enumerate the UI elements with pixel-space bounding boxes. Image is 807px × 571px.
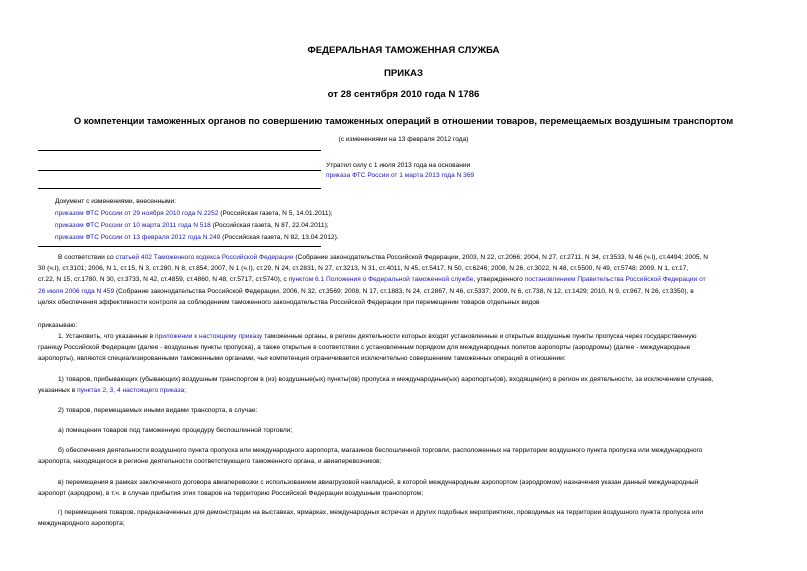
amendment-item: приказом ФТС России от 13 февраля 2012 года N 249 (Российская газета, N 82, 13.04.2012).	[55, 234, 339, 241]
status-text: Утратил силу с 1 июля 2013 года на основании	[326, 162, 471, 169]
item-1: 1) товаров, прибывающих (убывающих) воздушным транспортом в (из) воздушные(ых) пункты(ов) пропуска и международные(ых) аэропорты(ов), входящие(их) в регион их деятельности, за исключением случаев, указанных в пунктах 2, 3, 4 настоящего приказа;	[38, 376, 714, 395]
amendments-heading: Документ с изменениями, внесенными:	[55, 198, 177, 205]
doc-date-number: от 28 сентября 2010 года N 1786	[327, 89, 480, 100]
appendix-link[interactable]: приложении к настоящему приказу	[154, 333, 263, 340]
preamble-paragraph: В соответствии со статьей 402 Таможенного кодекса Российской Федерации (Собрание законодательства Российской Федерации, 2003, N 22, ст.2066; 2004, N 27, ст.2711, N 34, ст.3533, N 46 (ч.I), ст.4494; 2005, N 30 (ч.I), ст.3101; 2006, N 1, ст.15, N 3, ст.280, N 8, ст.854; 2007, N 1 (ч.I), ст.29, N 24, ст.2831, N 27, ст.3213, N 31, ст.4011, N 45, ст.5417, N 50, ст.6246; 2008, N 26, ст.3022, N 48, ст.5500, N 49, ст.5748; 2009, N 1, ст.17, ст.22, N 15, ст.1780, N 30, ст.3733, N 42, ст.4859, ст.4860, N 48, ст.5717, ст.5740), с пунктом 6.1 Положения о Федеральной таможенной службе, утвержденного постановлением Правительства Российской Федерации от 26 июля 2006 года N 459 (Собрание законодательства Российской Федерации, 2006, N 32, ст.3569; 2008, N 17, ст.1883, N 24, ст.2867, N 46, ст.5337; 2009, N 6, ст.738, N 12, ст.1429; 2010, N 9, ст.967, N 26, ст.3350), в целях обеспечения эффективности контроля за соблюдением таможенного законодательства Российской Федерации при перемещении товаров отдельных видов	[38, 254, 709, 306]
amendment-link[interactable]: приказом ФТС России от 13 февраля 2012 года N 249	[55, 234, 221, 241]
item-2: 2) товаров, перемещаемых иными видами транспорта, в случае:	[58, 407, 258, 414]
divider	[38, 170, 321, 171]
regulation-link[interactable]: пунктом 6.1 Положения о Федеральной таможенной службе	[288, 276, 474, 284]
clause-1: 1. Установить, что указанные в приложении к настоящему приказу таможенные органы, в регион деятельности которых входят установленные и открытые воздушные пункты пропуска через государственную границу Российской Федерации (далее - воздушные пункты пропуска), а также открытые в соответствии с установленным порядком для международных полетов аэропорты (аэродромы) (далее - международные аэропорты), являются специализированными таможенными органами, чья компетенция ограничивается исключительно совершением таможенных операций в отношении:	[38, 333, 697, 363]
sub-item-b: б) обеспечения деятельности воздушного пункта пропуска или международного аэропорта, магазинов беспошлинной торговли, расположенных на территории воздушного пункта пропуска или международного аэропорта, находящегося в регионе деятельности соответствующего таможенного органа, и авиаперевозчиков;	[38, 447, 703, 466]
code-article-link[interactable]: статьей 402 Таможенного кодекса Российской Федерации	[115, 254, 294, 261]
government-decree-link[interactable]: постановлением Правительства Российской Федерации от	[524, 276, 706, 284]
order-word: приказываю:	[38, 322, 78, 329]
divider	[38, 150, 321, 151]
divider	[38, 246, 321, 247]
sub-item-g: г) перемещения товаров, предназначенных для демонстрации на выставках, ярмарках, международных встречах и других подобных мероприятиях, проводимых на территории воздушного пункта пропуска или международного аэропорта;	[38, 509, 704, 528]
sub-item-a: а) помещения товаров под таможенную процедуру беспошлинной торговли;	[58, 427, 293, 434]
sub-item-v: в) перемещения в рамках заключенного договора авиаперевозки с использованием авиагрузовой накладной, в которой международным аэропортом (аэродромом) назначения указан данный международный аэропорт (аэродром), в т.ч. в случае прибытия этих товаров на территорию Российской Федерации воздушным транспортом;	[38, 479, 699, 498]
status-link[interactable]: приказа ФТС России от 1 марта 2013 года N 369	[326, 172, 475, 179]
doc-type: ПРИКАЗ	[384, 68, 423, 79]
points-link[interactable]: пунктах 2, 3, 4 настоящего приказа	[77, 387, 185, 395]
amendment-link[interactable]: приказом ФТС России от 10 марта 2011 года N 518	[55, 222, 211, 229]
amendment-item: приказом ФТС России от 10 марта 2011 года N 518 (Российская газета, N 87, 22.04.2011);	[55, 222, 329, 229]
doc-title: О компетенции таможенных органов по совершению таможенных операций в отношении товаров, перемещаемых воздушным транспортом	[73, 115, 734, 126]
amendment-link[interactable]: приказом ФТС России от 29 ноября 2010 года N 2252	[55, 210, 219, 217]
amended-note: (с изменениями на 13 февраля 2012 года)	[338, 136, 469, 143]
amendment-item: приказом ФТС России от 29 ноября 2010 года N 2252 (Российская газета, N 5, 14.01.2011);	[55, 210, 333, 217]
org-name: ФЕДЕРАЛЬНАЯ ТАМОЖЕННАЯ СЛУЖБА	[307, 45, 500, 56]
divider	[38, 188, 321, 189]
government-decree-date-link[interactable]: 26 июля 2006 года N 459	[38, 287, 115, 295]
